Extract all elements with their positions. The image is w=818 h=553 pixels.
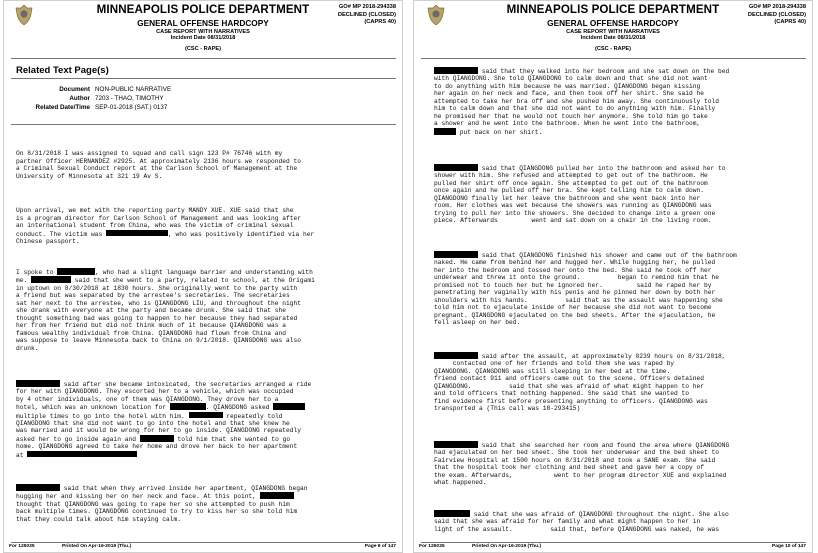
- narrative-paragraph: On 8/31/2018 I was assigned to squad and call sign 123 P# 76746 with my partner Officer HERNANDEZ #2925. At approximately 2136 hours we responded to a Criminal Sexual Conduct report at the Carlson School of Management at the University of Minnesota at 321 19 Av S.: [16, 150, 302, 180]
- report-type: GENERAL OFFENSE HARDCOPY: [547, 18, 679, 29]
- section-title: Related Text Page(s): [16, 65, 109, 76]
- narrative-paragraph: said that she was afraid of QIANGDONG throughout the night. She also said that she was afraid for her family and what might happen to her in light of the assault. said that, before QIANGDONG was naked, he was: [434, 510, 729, 533]
- page-footer: [9, 544, 396, 549]
- footer-for: For 125035: [9, 544, 35, 549]
- redaction-bar: [170, 403, 206, 410]
- author-label: Author: [69, 94, 90, 102]
- redaction-bar: [434, 128, 456, 135]
- footer-printed: Printed On Apr-16-2019 (Thu.): [62, 544, 132, 549]
- redaction-bar: [16, 380, 60, 387]
- case-report-label: CASE REPORT WITH NARRATIVES: [156, 28, 250, 35]
- redaction-bar: [260, 492, 294, 499]
- department-name: MINNEAPOLIS POLICE DEPARTMENT: [96, 3, 310, 16]
- redaction-bar: [16, 484, 60, 491]
- footer-printed: Printed On Apr-16-2019 (Thu.): [472, 544, 542, 549]
- footer-page-number: Page 10 of 147: [772, 544, 806, 549]
- case-status: DECLINED (CLOSED): [747, 11, 806, 18]
- report-type: GENERAL OFFENSE HARDCOPY: [137, 18, 269, 29]
- redaction-bar: [434, 441, 478, 448]
- redaction-bar: [434, 510, 470, 517]
- classification: (CSC - RAPE): [184, 45, 222, 52]
- page-footer: [419, 544, 806, 549]
- related-datetime-value: SEP-01-2018 (SAT.) 0137: [95, 103, 168, 111]
- redaction-bar: [106, 230, 168, 237]
- document-value: NON-PUBLIC NARRATIVE: [95, 86, 172, 93]
- department-name: MINNEAPOLIS POLICE DEPARTMENT: [506, 3, 720, 16]
- narrative-paragraph: Upon arrival, we met with the reporting party MANDY XUE. XUE said that she is a program director for Carlson School of Management and was looking after an international student from China, who was the victim of criminal sexual conduct. The victim was , who was positively identified via her Chinese passport.: [16, 207, 315, 245]
- redaction-bar: [434, 67, 478, 74]
- narrative-paragraph: said that when they arrived inside her apartment, QIANGDONG began hugging her and kissing her on her neck and face. At this point, thought that QIANGDONG was going to rape her so she attempted to push him back multiple times. QIANGDONG continued to try to kiss her so she told him that they could talk about him staying calm.: [16, 484, 308, 523]
- header-divider: [11, 58, 396, 59]
- caps-number: (CAPRS 40): [364, 19, 396, 26]
- narrative-paragraph: said that she searched her room and found the area where QIANGDONG had ejaculated on her bed sheet. She took her underwear and the bed sheet to Fairview Hospital at 1500 hours on 8/31/2018 and took a SANE exam. She said that the hospital took her clothing and bed sheet and gave her a copy of the exam. Afterwards, went to her program director XUE and explained what happened.: [434, 441, 730, 487]
- redaction-bar: [57, 268, 95, 275]
- footer-divider: [11, 542, 396, 543]
- incident-date: Incident Date 08/31/2018: [580, 35, 646, 42]
- section-divider: [11, 78, 396, 79]
- go-number: GO# MP 2018-294338: [338, 4, 396, 10]
- incident-date: Incident Date 08/31/2018: [170, 35, 236, 42]
- redaction-bar: [31, 276, 71, 283]
- redaction-bar: [189, 412, 223, 419]
- redaction-bar: [140, 435, 174, 442]
- caps-number: (CAPRS 40): [774, 19, 806, 26]
- author-value: 7203 - THAO, TIMOTHY: [95, 94, 164, 102]
- case-report-label: CASE REPORT WITH NARRATIVES: [566, 28, 660, 35]
- narrative-paragraph: said after she became intoxicated, the secretaries arranged a ride for her with QIANGDONG. They escorted her to a vehicle, which was occupied by 4 other individuals, one of them was QIANGDONG. They drove her to a hotel, which was an unknown location for . QIANGDONG asked multiple times to go into the hotel with him. repeatedly told QIANGDONG that she did not want to go into the hotel and that she knew he was married and it would be wrong for her to go inside. QIANGDONG repeatedly asked her to go inside again and told him that she wanted to go home. QIANGDONG agreed to take her home and drove her back to her apartment at: [16, 380, 312, 459]
- redaction-bar: [434, 352, 478, 359]
- narrative-paragraph: said that they walked into her bedroom and she sat down on the bed with QIANGDONG. She told QIANGDONG to calm down and that she did not want to do anything with him because he was married. QIANGDONG began kissing her again on her neck and face, and then took off her shirt. She said he attempted to take her bra off and she pushed him away. She continuously told him to calm down and that she did not want to do anything with him. Finally he promised her that he would not touch her anymore. She told him go take a shower and he went into the bathroom. When he went into the bathroom, put back on her shirt.: [434, 67, 730, 136]
- redaction-bar: [434, 251, 478, 258]
- redaction-bar: [273, 403, 305, 410]
- footer-page-number: Page 9 of 147: [364, 544, 396, 549]
- case-status-block: [748, 4, 806, 27]
- case-status-block: [338, 4, 396, 27]
- footer-divider: [421, 542, 806, 543]
- meta-divider: [11, 124, 396, 125]
- report-page-9: [3, 0, 403, 553]
- document-metadata: [16, 86, 171, 112]
- redaction-bar: [27, 451, 137, 458]
- classification: (CSC - RAPE): [594, 45, 632, 52]
- redaction-bar: [434, 164, 478, 171]
- narrative-paragraph: said that QIANGDONG finished his shower and came out of the bathroom naked. He came from behind her and hugged her. While hugging her, he pulled her into the bedroom and tossed her onto the bed. She said he took off her underwear and threw it onto the ground. began to remind him that he promised not to touch her but he ignored her. said he raped her by penetrating her vaginally with his penis and he pinned her down by both her shoulders with his hands. said that as the assault was happening she told him not to ejaculate inside of her because she did not want to become pregnant. QIANGDONG ejaculated on the bed sheets. After the ejaculation, he fell asleep on her bed.: [434, 251, 737, 327]
- narrative-paragraph: I spoke to , who had a slight language barrier and understanding with me. said that she went to a party, related to school, at the Origami in uptown on 8/30/2018 at 1830 hours. She originally went to the party with a friend but was separated by the arrestee's secretaries. The secretaries sat her next to the arrestee, who is QIANGDONG LIU, and throughout the night she drank with everyone at the party and became drunk. She said that she thought something bad was going to happen to her because they had separated her from her friend but did not think much of it because QIANGDONG was a famous wealthy individual from China. QIANGDONG had flown from China and was suppose to leave Minnesota back to China on 9/1/2018. QIANGDONG was also drunk.: [16, 268, 315, 352]
- narrative-paragraph: said that QIANGDONG pulled her into the bathroom and asked her to shower with him. She refused and attempted to get out of the bathroom. He pulled her shirt off once again. She attempted to get out of the bathroom once again and he pulled off her bra. She kept telling him to calm down. QIANGDONG finally let her leave the bathroom and she went back into her room. Her clothes was wet because the showers was running as QIANGDONG was trying to pull her into the showers. She decided to change into a green one piece. Afterwards went and sat down on a chair in the living room.: [434, 164, 726, 225]
- header-divider: [421, 58, 806, 59]
- case-status: DECLINED (CLOSED): [337, 11, 396, 18]
- document-label: Document: [59, 86, 90, 93]
- report-page-10: [413, 0, 813, 553]
- related-datetime-label: Related Date/Time: [35, 103, 90, 111]
- go-number: GO# MP 2018-294338: [748, 4, 806, 10]
- footer-for: For 125035: [419, 544, 445, 549]
- narrative-paragraph: said after the assault, at approximately 0239 hours on 8/31/2018, contacted one of her friends and told them she was raped by QIANGDONG. QIANGDONG was still sleeping in her bed at the time. friend contact 911 and officers came out to the scene. Officers detained QIANGDONG. said that she was afraid of what might happen to her and told officers that nothing happened. She said that she wanted to find evidence first before presenting anything to officers. QIANGDONG was transported a (This call was 18-293415): [434, 352, 726, 413]
